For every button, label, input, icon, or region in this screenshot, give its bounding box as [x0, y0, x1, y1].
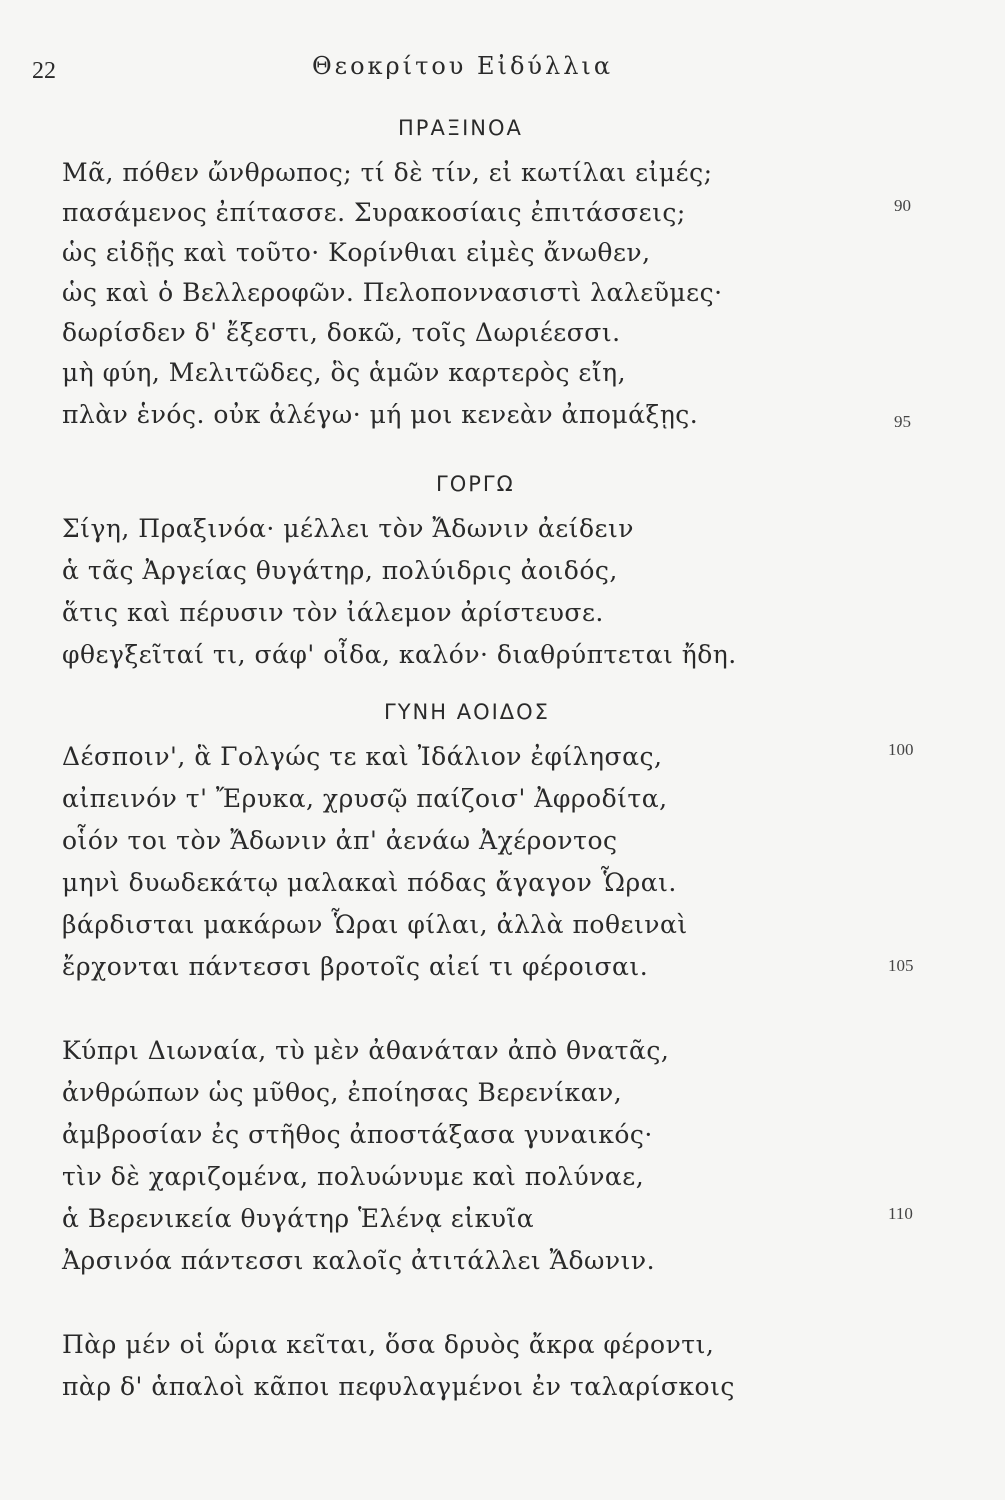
verse-line: ἅτις καὶ πέρυσιν τὸν ἰάλεμον ἀρίστευσε.	[62, 598, 604, 627]
verse-line: τὶν δὲ χαριζομένα, πολυώνυμε καὶ πολύναε,	[62, 1162, 645, 1191]
line-number: 110	[888, 1204, 913, 1223]
verse-line: αἰπεινόν τ' Ἔρυκα, χρυσῷ παίζοισ' Ἀφροδίτα,	[62, 784, 668, 813]
verse-line: ἁ Βερενικεία θυγάτηρ Ἑλένᾳ εἰκυῖα	[62, 1204, 535, 1233]
verse-line: ὡς εἰδῇς καὶ τοῦτο· Κορίνθιαι εἰμὲς ἄνωθεν,	[62, 238, 651, 267]
verse-line: Κύπρι Διωναία, τὺ μὲν ἀθανάταν ἀπὸ θνατᾶς,	[62, 1036, 670, 1065]
verse-line: ἀνθρώπων ὡς μῦθος, ἐποίησας Βερενίκαν,	[62, 1078, 623, 1107]
verse-line: ὡς καὶ ὁ Βελλεροφῶν. Πελοποννασιστὶ λαλεῦμες·	[62, 278, 723, 307]
line-number: 105	[888, 956, 914, 975]
speaker-heading: ΓΥΝΗ ΑΟΙΔΟΣ	[384, 700, 550, 724]
verse-line: μὴ φύη, Μελιτῶδες, ὃς ἁμῶν καρτερὸς εἴη,	[62, 358, 627, 387]
verse-line: δωρίσδεν δ' ἔξεστι, δοκῶ, τοῖς Δωριέεσσι.	[62, 318, 621, 347]
verse-line: βάρδισται μακάρων Ὧραι φίλαι, ἀλλὰ ποθειναὶ	[62, 910, 688, 939]
running-title: Θεοκρίτου Εἰδύλλια	[312, 52, 614, 80]
verse-line: Δέσποιν', ἃ Γολγώς τε καὶ Ἰδάλιον ἐφίλησας,	[62, 742, 663, 771]
verse-line: πλὰν ἑνός. οὐκ ἀλέγω· μή μοι κενεὰν ἀπομάξῃς.	[62, 400, 699, 429]
line-number: 95	[894, 412, 911, 431]
verse-line: πὰρ δ' ἁπαλοὶ κᾶποι πεφυλαγμένοι ἐν ταλαρίσκοις	[62, 1372, 735, 1401]
verse-line: ἔρχονται πάντεσσι βροτοῖς αἰεί τι φέροισαι.	[62, 952, 649, 981]
verse-line: Σίγη, Πραξινόα· μέλλει τὸν Ἄδωνιν ἀείδειν	[62, 514, 634, 543]
verse-line: μηνὶ δυωδεκάτῳ μαλακαὶ πόδας ἄγαγον Ὧραι.	[62, 868, 677, 897]
verse-line: ἀμβροσίαν ἐς στῆθος ἀποστάξασα γυναικός·	[62, 1120, 653, 1149]
speaker-heading: ΓΟΡΓΩ	[436, 472, 515, 496]
verse-line: οἷόν τοι τὸν Ἄδωνιν ἀπ' ἀενάω Ἀχέροντος	[62, 826, 618, 855]
verse-line: πασάμενος ἐπίτασσε. Συρακοσίαις ἐπιτάσσεις;	[62, 198, 686, 227]
line-number: 100	[888, 740, 914, 759]
speaker-heading: ΠΡΑΞΙΝΟΑ	[398, 116, 523, 140]
verse-line: Ἀρσινόα πάντεσσι καλοῖς ἀτιτάλλει Ἄδωνιν.	[62, 1246, 656, 1275]
verse-line: Μᾶ, πόθεν ὤνθρωπος; τί δὲ τίν, εἰ κωτίλαι εἰμές;	[62, 158, 713, 187]
verse-line: φθεγξεῖταί τι, σάφ' οἶδα, καλόν· διαθρύπτεται ἤδη.	[62, 640, 737, 669]
verse-line: ἁ τᾶς Ἀργείας θυγάτηρ, πολύιδρις ἀοιδός,	[62, 556, 618, 585]
page-number: 22	[32, 58, 56, 84]
verse-line: Πὰρ μέν οἱ ὥρια κεῖται, ὅσα δρυὸς ἄκρα φέροντι,	[62, 1330, 715, 1359]
line-number: 90	[894, 196, 911, 215]
